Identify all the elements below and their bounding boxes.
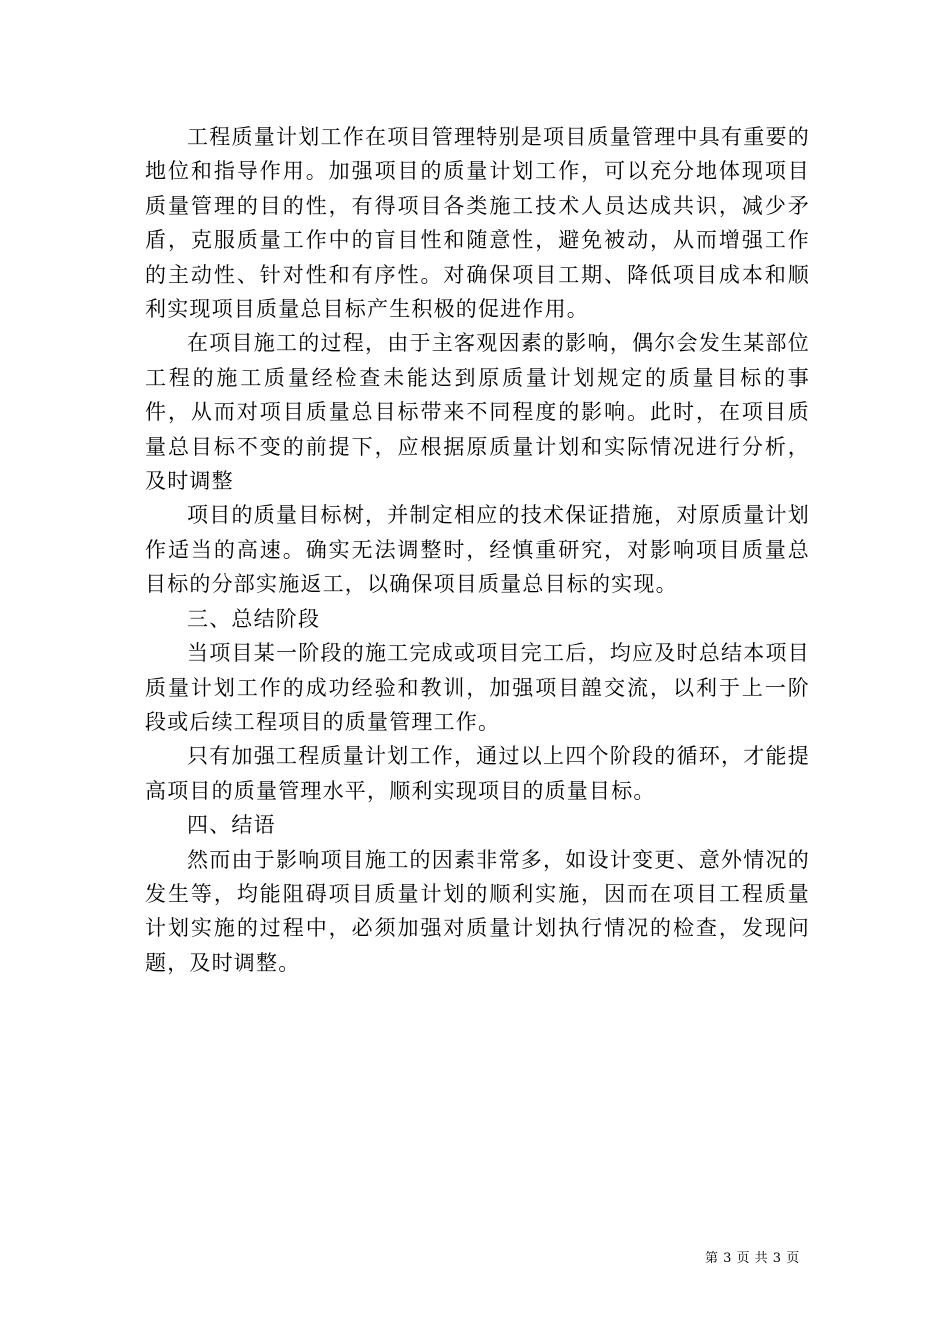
paragraph-target-tree: 项目的质量目标树，并制定相应的技术保证措施，对原质量计划作适当的高速。确实无法调整时，经慎重研究，对影响项目质量总目标的分部实施返工，以确保项目质量总目标的实现。	[145, 503, 810, 597]
page-number-footer: 第 3 页 共 3 页	[705, 1251, 800, 1266]
paragraph-four-stage-cycle: 只有加强工程质量计划工作，通过以上四个阶段的循环，才能提高项目的质量管理水平，顺利实现项目的质量目标。	[145, 744, 810, 803]
paragraph-conclusion: 然而由于影响项目施工的因素非常多，如设计变更、意外情况的发生等，均能阻碍项目质量计划的顺利实施，因而在项目工程质量计划实施的过程中，必须加强对质量计划执行情况的检查，发现问题，及时调整。	[145, 847, 810, 975]
section-heading-summary-stage: 三、总结阶段	[187, 606, 321, 631]
section-heading-conclusion: 四、结语	[187, 813, 276, 838]
paragraph-quality-plan-role: 工程质量计划工作在项目管理特别是项目质量管理中具有重要的地位和指导作用。加强项目的质量计划工作，可以充分地体现项目质量管理的目的性，有得项目各类施工技术人员达成共识，减少矛盾，克服质量工作中的盲目性和随意性，避免被动，从而增强工作的主动性、针对性和有序性。对确保项目工期、降低项目成本和顺利实现项目质量总目标产生积极的促进作用。	[145, 125, 810, 322]
paragraph-construction-process: 在项目施工的过程，由于主客观因素的影响，偶尔会发生某部位工程的施工质量经检查未能达到原质量计划规定的质量目标的事件，从而对项目质量总目标带来不同程度的影响。此时，在项目质量总目标不变的前提下，应根据原质量计划和实际情况进行分析，及时调整	[145, 331, 810, 494]
document-body	[145, 120, 810, 980]
paragraph-summary-stage: 当项目某一阶段的施工完成或项目完工后，均应及时总结本项目质量计划工作的成功经验和教训，加强项目韹交流，以利于上一阶段或后续工程项目的质量管理工作。	[145, 641, 810, 734]
